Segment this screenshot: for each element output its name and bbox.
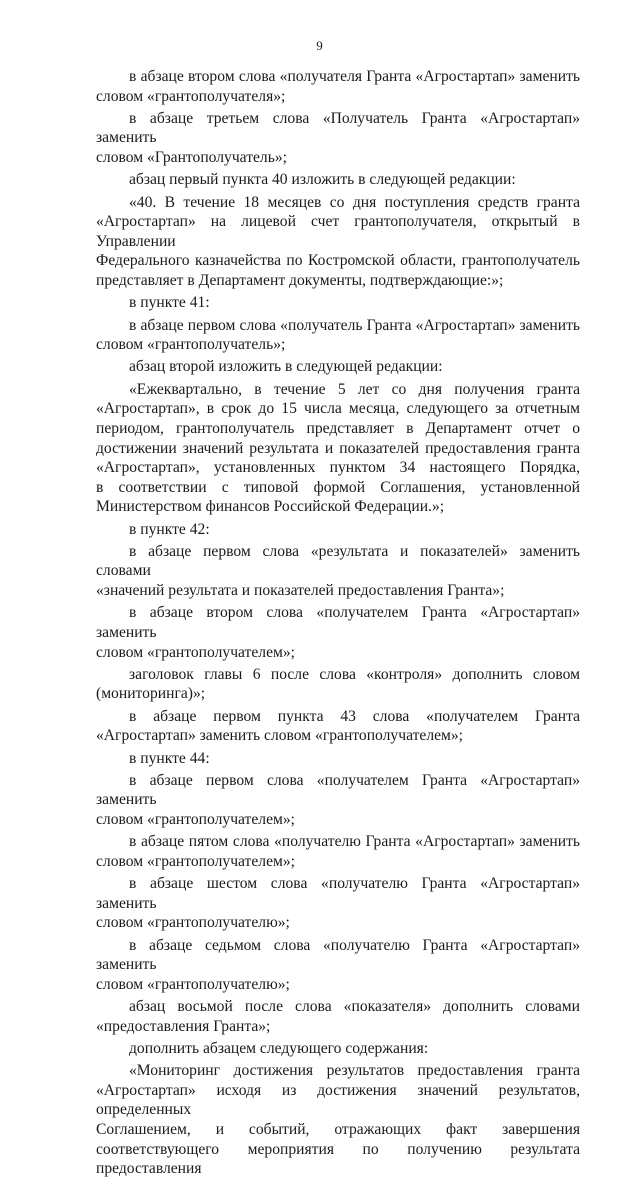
document-paragraph (96, 170, 580, 190)
paragraph-line: в соответствии с типовой формой Соглашения, установленной (96, 478, 580, 496)
paragraph-line: периодом, грантополучатель представляет в Департамент отчет о (96, 419, 580, 437)
paragraph-line: словом «грантополучателем»; (96, 811, 295, 828)
paragraph-line: в пункте 42: (129, 520, 210, 538)
document-paragraph (96, 874, 580, 933)
paragraph-line: «предоставления Гранта»; (96, 1017, 271, 1035)
page-number: 9 (316, 38, 323, 53)
paragraph-line: дополнить абзацем следующего содержания: (129, 1039, 429, 1057)
paragraph-line: в абзаце седьмом слова «получателю Гранта «Агростартап» заменить (96, 936, 580, 974)
document-paragraph (96, 1039, 580, 1059)
paragraph-line: словом «Грантополучатель»; (96, 149, 287, 167)
paragraph-line: соответствующего мероприятия по получению результата предоставления (96, 1140, 580, 1178)
paragraph-line: «Агростартап» исходя из достижения значений результатов, определенных (96, 1081, 580, 1119)
paragraph-line: в абзаце первом слова «получатель Гранта «Агростартап» заменить (129, 316, 580, 334)
paragraph-line: «Ежеквартально, в течение 5 лет со дня получения гранта (129, 380, 580, 398)
paragraph-line: (мониторинга)»; (96, 685, 206, 703)
paragraph-line: в абзаце втором слова «получателем Гранта «Агростартап» заменить (96, 604, 580, 641)
paragraph-line: словом «грантополучателем»; (96, 852, 295, 870)
paragraph-line: «Агростартап», в срок до 15 числа месяца, следующего за отчетным (96, 400, 580, 418)
document-paragraph (96, 997, 580, 1036)
document-paragraph (96, 603, 580, 662)
document-paragraph (96, 665, 580, 704)
document-paragraph (96, 67, 580, 106)
document-paragraph (96, 542, 580, 601)
paragraph-line: абзац восьмой после слова «показателя» дополнить словами (129, 998, 580, 1016)
document-paragraph (96, 357, 580, 377)
paragraph-line: представляет в Департамент документы, подтверждающие:»; (96, 272, 504, 289)
paragraph-line: словом «грантополучателю»; (96, 975, 290, 993)
paragraph-line: абзац второй изложить в следующей редакции: (129, 358, 443, 376)
paragraph-line: словом «грантополучатель»; (96, 336, 286, 354)
paragraph-line: в абзаце втором слова «получателя Гранта «Агростартап» заменить (129, 68, 580, 85)
paragraph-line: в абзаце третьем слова «Получатель Гранта «Агростартап» заменить (96, 109, 580, 147)
paragraph-line: словом «грантополучателю»; (96, 914, 290, 932)
paragraph-line: в абзаце первом слова «результата и показателей» заменить словами (96, 542, 580, 580)
document-paragraph (96, 936, 580, 995)
paragraph-line: в абзаце первом слова «получателем Гранта «Агростартап» заменить (96, 771, 580, 809)
document-paragraph (96, 109, 580, 168)
paragraph-line: в пункте 44: (129, 749, 210, 767)
document-paragraph (96, 771, 580, 830)
document-paragraph (96, 316, 580, 355)
paragraph-line: «Агростартап» заменить словом «грантополучателем»; (96, 727, 464, 745)
paragraph-line: словом «грантополучателя»; (96, 87, 286, 105)
paragraph-line: в абзаце шестом слова «получателю Гранта «Агростартап» заменить (96, 875, 580, 912)
document-paragraph (96, 380, 580, 517)
paragraph-line: в абзаце первом пункта 43 слова «получателем Гранта (129, 707, 580, 725)
paragraph-line: «40. В течение 18 месяцев со дня поступления средств гранта (129, 193, 580, 211)
document-paragraph (96, 749, 580, 769)
document-paragraph (96, 832, 580, 871)
paragraph-line: Соглашением, и событий, отражающих факт завершения (96, 1121, 580, 1139)
paragraph-line: «значений результата и показателей предоставления Гранта»; (96, 582, 505, 600)
paragraph-line: «Агростартап» на лицевой счет грантополучателя, открытый в Управлении (96, 213, 580, 250)
paragraph-line: Федерального казначейства по Костромской области, грантополучатель (96, 252, 580, 270)
paragraph-line: словом «грантополучателем»; (96, 643, 295, 661)
document-paragraph (96, 293, 580, 313)
paragraph-line: абзац первый пункта 40 изложить в следующей редакции: (129, 171, 516, 189)
paragraph-line: «Агростартап», установленных пунктом 34 настоящего Порядка, (96, 459, 580, 477)
document-paragraph (96, 193, 580, 291)
document-paragraph (96, 520, 580, 540)
paragraph-line: в пункте 41: (129, 294, 210, 312)
paragraph-line: в абзаце пятом слова «получателю Гранта «Агростартап» заменить (129, 833, 580, 851)
paragraph-line: заголовок главы 6 после слова «контроля» дополнить словом (129, 665, 580, 683)
paragraph-line: «Мониторинг достижения результатов предоставления гранта (129, 1062, 580, 1080)
document-paragraph (96, 707, 580, 746)
paragraph-line: Министерством финансов Российской Федерации.»; (96, 498, 445, 516)
document-paragraph (96, 1061, 580, 1179)
paragraph-line: достижении значений результата и показателей предоставления гранта (96, 439, 580, 457)
document-body (96, 67, 580, 1182)
